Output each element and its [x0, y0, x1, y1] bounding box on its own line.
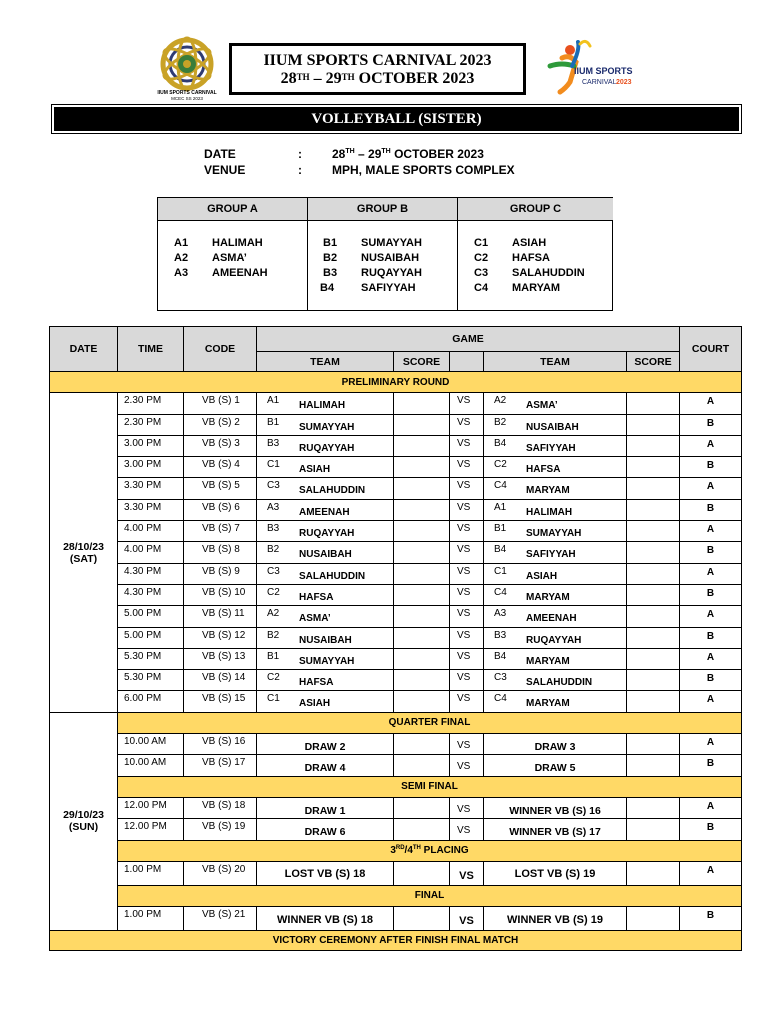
- right-logo-line2: CARNIVAL: [582, 79, 617, 86]
- team-cell: [257, 563, 394, 584]
- team-name: RUQAYYAH: [526, 634, 582, 646]
- group-b-column: GROUP B B1 SUMAYYAH B2 NUSAIBAH B3 RUQAYYAH B4 SAFIYYAH: [308, 198, 458, 310]
- team-cell: [484, 435, 627, 456]
- score-cell[interactable]: [394, 563, 450, 584]
- vs-cell: VS: [450, 734, 484, 755]
- team-name: NUSAIBAH: [299, 549, 352, 561]
- code-cell: VB (S) 14: [184, 670, 257, 691]
- code-cell: VB (S) 3: [184, 435, 257, 456]
- code-cell: VB (S) 17: [184, 755, 257, 776]
- score-cell[interactable]: [627, 542, 680, 563]
- team-name: ASIAH: [526, 570, 558, 582]
- header-time: TIME: [118, 327, 184, 372]
- group-b-header: GROUP B: [308, 198, 457, 221]
- match-row: [50, 691, 742, 712]
- vs-cell: VS: [450, 606, 484, 627]
- score-cell[interactable]: [394, 670, 450, 691]
- vs-cell: VS: [450, 542, 484, 563]
- team-cell: [257, 691, 394, 712]
- header-date: DATE: [50, 327, 118, 372]
- team-code: B4: [494, 544, 507, 556]
- team-name: MARYAM: [526, 591, 570, 603]
- team-name: MARYAM: [526, 698, 570, 710]
- team-name: ASIAH: [299, 464, 331, 476]
- court-cell: A: [680, 563, 742, 584]
- match-row: [50, 393, 742, 414]
- match-row: [50, 584, 742, 605]
- score-cell[interactable]: [627, 691, 680, 712]
- team-cell: [484, 606, 627, 627]
- vs-cell: VS: [450, 797, 484, 818]
- team-code: B1: [494, 523, 507, 535]
- time-cell: 3.00 PM: [118, 435, 184, 456]
- team-code: B3: [267, 437, 280, 449]
- code-cell: VB (S) 13: [184, 648, 257, 669]
- round-label: 3RD/4TH PLACING: [118, 840, 742, 861]
- team-cell: LOST VB (S) 18: [257, 861, 394, 885]
- ceremony-note: VICTORY CEREMONY AFTER FINISH FINAL MATCH: [50, 931, 742, 951]
- court-cell: B: [680, 907, 742, 931]
- time-cell: 4.00 PM: [118, 521, 184, 542]
- score-cell[interactable]: [627, 797, 680, 818]
- score-cell[interactable]: [627, 584, 680, 605]
- team-cell: [257, 648, 394, 669]
- team-code: B1: [267, 650, 280, 662]
- team-code: B3: [494, 629, 507, 641]
- team-code: C2: [494, 459, 507, 471]
- team-code: C1: [267, 693, 280, 705]
- header-team-1: TEAM: [257, 352, 394, 372]
- match-row: [50, 499, 742, 520]
- team-code: B2: [267, 544, 280, 556]
- time-cell: 10.00 AM: [118, 755, 184, 776]
- team-cell: LOST VB (S) 19: [484, 861, 627, 885]
- left-logo-caption: IIUM SPORTS CARNIVAL: [157, 90, 217, 96]
- match-row: [50, 414, 742, 435]
- score-cell[interactable]: [394, 755, 450, 776]
- date-label: DATE: [204, 147, 236, 161]
- time-cell: 5.30 PM: [118, 670, 184, 691]
- date-cell-day2: 29/10/23 (SUN): [50, 712, 118, 930]
- team-name: RUQAYYAH: [299, 442, 355, 454]
- team-code: C2: [267, 672, 280, 684]
- vs-cell: VS: [450, 435, 484, 456]
- team-cell: [484, 521, 627, 542]
- right-logo-year: 2023: [616, 79, 632, 86]
- round-label: PRELIMINARY ROUND: [50, 372, 742, 393]
- court-cell: A: [680, 435, 742, 456]
- team-name: HAFSA: [299, 591, 334, 603]
- score-cell[interactable]: [394, 691, 450, 712]
- team-name: NUSAIBAH: [526, 421, 579, 433]
- time-cell: 4.30 PM: [118, 584, 184, 605]
- court-cell: B: [680, 499, 742, 520]
- score-cell[interactable]: [394, 627, 450, 648]
- score-cell[interactable]: [627, 907, 680, 931]
- team-name: HAFSA: [526, 464, 561, 476]
- time-cell: 5.00 PM: [118, 606, 184, 627]
- vs-cell: VS: [450, 648, 484, 669]
- court-cell: A: [680, 606, 742, 627]
- match-row: [50, 478, 742, 499]
- header-score-2: SCORE: [627, 352, 680, 372]
- team-name: SAFIYYAH: [526, 549, 576, 561]
- time-cell: 2.30 PM: [118, 414, 184, 435]
- time-cell: 5.30 PM: [118, 648, 184, 669]
- score-cell[interactable]: [627, 755, 680, 776]
- team-cell: [484, 627, 627, 648]
- score-cell[interactable]: [394, 648, 450, 669]
- vs-cell: VS: [450, 861, 484, 885]
- team-code: C4: [494, 586, 507, 598]
- header-team-2: TEAM: [484, 352, 627, 372]
- time-cell: 12.00 PM: [118, 819, 184, 840]
- vs-cell: VS: [450, 670, 484, 691]
- match-row: [50, 457, 742, 478]
- code-cell: VB (S) 5: [184, 478, 257, 499]
- team-cell: [257, 393, 394, 414]
- team-cell: [484, 478, 627, 499]
- header-vs-blank: [450, 352, 484, 372]
- time-cell: 2.30 PM: [118, 393, 184, 414]
- iium-emblem-logo: [150, 34, 224, 102]
- code-cell: VB (S) 20: [184, 861, 257, 885]
- vs-cell: VS: [450, 393, 484, 414]
- round-row-prelim: [50, 372, 742, 393]
- round-row-placing: [50, 840, 742, 861]
- round-label: QUARTER FINAL: [118, 712, 742, 733]
- team-name: ASIAH: [299, 698, 331, 710]
- match-row: [50, 521, 742, 542]
- match-row: [50, 907, 742, 931]
- score-cell[interactable]: [394, 499, 450, 520]
- team-code: C4: [494, 480, 507, 492]
- court-cell: B: [680, 584, 742, 605]
- team-cell: [257, 499, 394, 520]
- team-cell: DRAW 2: [257, 734, 394, 755]
- match-row: [50, 797, 742, 818]
- team-cell: [484, 393, 627, 414]
- team-cell: [257, 606, 394, 627]
- team-name: MARYAM: [526, 655, 570, 667]
- score-cell[interactable]: [627, 499, 680, 520]
- team-cell: DRAW 3: [484, 734, 627, 755]
- code-cell: VB (S) 1: [184, 393, 257, 414]
- match-row: [50, 627, 742, 648]
- match-row: [50, 819, 742, 840]
- match-row: [50, 734, 742, 755]
- score-cell[interactable]: [627, 670, 680, 691]
- score-cell[interactable]: [394, 414, 450, 435]
- score-cell[interactable]: [627, 393, 680, 414]
- score-cell[interactable]: [627, 457, 680, 478]
- score-cell[interactable]: [627, 648, 680, 669]
- team-cell: [484, 670, 627, 691]
- score-cell[interactable]: [394, 584, 450, 605]
- team-name: NUSAIBAH: [299, 634, 352, 646]
- score-cell[interactable]: [627, 414, 680, 435]
- event-dates: 28TH – 29TH OCTOBER 2023: [280, 70, 475, 87]
- vs-cell: VS: [450, 691, 484, 712]
- score-cell[interactable]: [627, 861, 680, 885]
- score-cell[interactable]: [627, 627, 680, 648]
- team-code: B1: [267, 416, 280, 428]
- team-cell: [257, 478, 394, 499]
- header-code: CODE: [184, 327, 257, 372]
- score-cell[interactable]: [627, 606, 680, 627]
- team-code: B2: [267, 629, 280, 641]
- court-cell: A: [680, 734, 742, 755]
- time-cell: 4.00 PM: [118, 542, 184, 563]
- code-cell: VB (S) 7: [184, 521, 257, 542]
- team-code: A3: [267, 501, 280, 513]
- team-cell: DRAW 6: [257, 819, 394, 840]
- team-name: HAFSA: [299, 677, 334, 689]
- time-cell: 6.00 PM: [118, 691, 184, 712]
- court-cell: A: [680, 691, 742, 712]
- group-a-column: GROUP A A1 HALIMAH A2 ASMA’ A3 AMEENAH: [158, 198, 308, 310]
- time-cell: 12.00 PM: [118, 797, 184, 818]
- team-code: A1: [494, 501, 507, 513]
- code-cell: VB (S) 10: [184, 584, 257, 605]
- match-row: [50, 606, 742, 627]
- team-code: A2: [494, 395, 507, 407]
- court-cell: A: [680, 521, 742, 542]
- score-cell[interactable]: [394, 457, 450, 478]
- team-cell: [257, 627, 394, 648]
- team-code: B4: [494, 437, 507, 449]
- team-code: C3: [267, 480, 280, 492]
- time-cell: 1.00 PM: [118, 861, 184, 885]
- team-cell: WINNER VB (S) 18: [257, 907, 394, 931]
- team-code: C3: [494, 672, 507, 684]
- match-row: [50, 648, 742, 669]
- score-cell[interactable]: [394, 478, 450, 499]
- vs-cell: VS: [450, 584, 484, 605]
- time-cell: 3.30 PM: [118, 478, 184, 499]
- team-code: B3: [267, 523, 280, 535]
- team-name: SALAHUDDIN: [526, 677, 593, 689]
- team-name: SUMAYYAH: [526, 528, 582, 540]
- vs-cell: VS: [450, 755, 484, 776]
- court-cell: B: [680, 414, 742, 435]
- vs-cell: VS: [450, 457, 484, 478]
- team-name: SALAHUDDIN: [299, 485, 366, 497]
- header-game: GAME: [257, 327, 680, 352]
- round-row-final: [50, 885, 742, 906]
- team-cell: [484, 648, 627, 669]
- team-name: SUMAYYAH: [299, 655, 355, 667]
- team-name: SAFIYYAH: [526, 442, 576, 454]
- time-cell: 1.00 PM: [118, 907, 184, 931]
- score-cell[interactable]: [627, 734, 680, 755]
- code-cell: VB (S) 8: [184, 542, 257, 563]
- time-cell: 3.00 PM: [118, 457, 184, 478]
- round-row-quarter: [50, 712, 742, 733]
- time-cell: 3.30 PM: [118, 499, 184, 520]
- court-cell: B: [680, 819, 742, 840]
- score-cell[interactable]: [627, 478, 680, 499]
- vs-cell: VS: [450, 478, 484, 499]
- right-logo-line1: IIUM SPORTS: [574, 66, 633, 76]
- court-cell: B: [680, 670, 742, 691]
- match-row: [50, 435, 742, 456]
- code-cell: VB (S) 4: [184, 457, 257, 478]
- match-row: [50, 542, 742, 563]
- groups-table: [157, 197, 613, 311]
- team-name: HALIMAH: [526, 506, 573, 518]
- score-cell[interactable]: [627, 563, 680, 584]
- vs-cell: VS: [450, 907, 484, 931]
- vs-cell: VS: [450, 627, 484, 648]
- team-code: C1: [267, 459, 280, 471]
- team-cell: WINNER VB (S) 16: [484, 797, 627, 818]
- court-cell: B: [680, 755, 742, 776]
- score-cell[interactable]: [394, 734, 450, 755]
- team-name: ASMA’: [299, 613, 331, 625]
- match-row: [50, 861, 742, 885]
- footer-row: [50, 931, 742, 951]
- team-cell: [257, 435, 394, 456]
- table-header-row: [50, 327, 742, 352]
- court-cell: A: [680, 478, 742, 499]
- team-code: C1: [494, 565, 507, 577]
- score-cell[interactable]: [394, 861, 450, 885]
- round-row-semi: [50, 776, 742, 797]
- score-cell[interactable]: [394, 797, 450, 818]
- team-name: ASMA’: [526, 400, 558, 412]
- date-value: 28TH – 29TH OCTOBER 2023: [332, 147, 484, 161]
- score-cell[interactable]: [394, 393, 450, 414]
- code-cell: VB (S) 12: [184, 627, 257, 648]
- event-title-box: [229, 43, 526, 95]
- code-cell: VB (S) 18: [184, 797, 257, 818]
- time-cell: 4.30 PM: [118, 563, 184, 584]
- match-row: [50, 755, 742, 776]
- score-cell[interactable]: [627, 435, 680, 456]
- team-code: C2: [267, 586, 280, 598]
- team-cell: [257, 457, 394, 478]
- team-cell: [484, 542, 627, 563]
- team-cell: [484, 414, 627, 435]
- vs-cell: VS: [450, 521, 484, 542]
- score-cell[interactable]: [394, 907, 450, 931]
- code-cell: VB (S) 19: [184, 819, 257, 840]
- group-c-header: GROUP C: [458, 198, 613, 221]
- sports-carnival-logo: [540, 36, 636, 100]
- team-cell: [257, 584, 394, 605]
- group-a-header: GROUP A: [158, 198, 307, 221]
- team-cell: [484, 563, 627, 584]
- team-name: AMEENAH: [526, 613, 577, 625]
- court-cell: B: [680, 627, 742, 648]
- court-cell: A: [680, 797, 742, 818]
- header-score-1: SCORE: [394, 352, 450, 372]
- team-code: A3: [494, 608, 507, 620]
- vs-cell: VS: [450, 563, 484, 584]
- group-c-column: GROUP C C1 ASIAH C2 HAFSA C3 SALAHUDDIN C4 MARYAM: [458, 198, 613, 310]
- team-name: MARYAM: [526, 485, 570, 497]
- team-cell: [257, 542, 394, 563]
- court-cell: A: [680, 648, 742, 669]
- code-cell: VB (S) 16: [184, 734, 257, 755]
- team-code: C3: [267, 565, 280, 577]
- team-name: SALAHUDDIN: [299, 570, 366, 582]
- round-label: SEMI FINAL: [118, 776, 742, 797]
- team-cell: [484, 691, 627, 712]
- code-cell: VB (S) 15: [184, 691, 257, 712]
- team-name: SUMAYYAH: [299, 421, 355, 433]
- score-cell[interactable]: [394, 435, 450, 456]
- team-cell: [257, 521, 394, 542]
- team-cell: [484, 584, 627, 605]
- code-cell: VB (S) 21: [184, 907, 257, 931]
- left-logo-subcaption: MCEC SS 2023: [171, 96, 203, 101]
- score-cell[interactable]: [394, 819, 450, 840]
- score-cell[interactable]: [627, 819, 680, 840]
- sport-banner: VOLLEYBALL (SISTER): [54, 107, 739, 131]
- venue-value: MPH, MALE SPORTS COMPLEX: [332, 163, 515, 177]
- score-cell[interactable]: [394, 542, 450, 563]
- vs-cell: VS: [450, 414, 484, 435]
- venue-separator: :: [298, 163, 302, 177]
- code-cell: VB (S) 2: [184, 414, 257, 435]
- event-title: IIUM SPORTS CARNIVAL 2023: [263, 52, 492, 69]
- team-name: HALIMAH: [299, 400, 346, 412]
- team-cell: WINNER VB (S) 17: [484, 819, 627, 840]
- date-cell-day1: 28/10/23 (SAT): [50, 393, 118, 712]
- score-cell[interactable]: [394, 521, 450, 542]
- venue-label: VENUE: [204, 163, 246, 177]
- court-cell: B: [680, 542, 742, 563]
- team-code: B4: [494, 650, 507, 662]
- team-name: AMEENAH: [299, 506, 350, 518]
- time-cell: 10.00 AM: [118, 734, 184, 755]
- match-row: [50, 563, 742, 584]
- date-separator: :: [298, 147, 302, 161]
- schedule-table: [49, 326, 742, 951]
- round-label: FINAL: [118, 885, 742, 906]
- team-cell: [257, 414, 394, 435]
- header-court: COURT: [680, 327, 742, 372]
- score-cell[interactable]: [394, 606, 450, 627]
- time-cell: 5.00 PM: [118, 627, 184, 648]
- score-cell[interactable]: [627, 521, 680, 542]
- team-cell: [484, 499, 627, 520]
- team-code: C4: [494, 693, 507, 705]
- court-cell: A: [680, 393, 742, 414]
- code-cell: VB (S) 9: [184, 563, 257, 584]
- team-name: RUQAYYAH: [299, 528, 355, 540]
- court-cell: B: [680, 457, 742, 478]
- code-cell: VB (S) 6: [184, 499, 257, 520]
- match-row: [50, 670, 742, 691]
- team-cell: [257, 670, 394, 691]
- team-cell: WINNER VB (S) 19: [484, 907, 627, 931]
- team-cell: [484, 457, 627, 478]
- team-cell: DRAW 4: [257, 755, 394, 776]
- court-cell: A: [680, 861, 742, 885]
- team-code: A1: [267, 395, 280, 407]
- team-cell: DRAW 5: [484, 755, 627, 776]
- team-code: A2: [267, 608, 280, 620]
- vs-cell: VS: [450, 499, 484, 520]
- team-code: B2: [494, 416, 507, 428]
- vs-cell: VS: [450, 819, 484, 840]
- team-cell: DRAW 1: [257, 797, 394, 818]
- code-cell: VB (S) 11: [184, 606, 257, 627]
